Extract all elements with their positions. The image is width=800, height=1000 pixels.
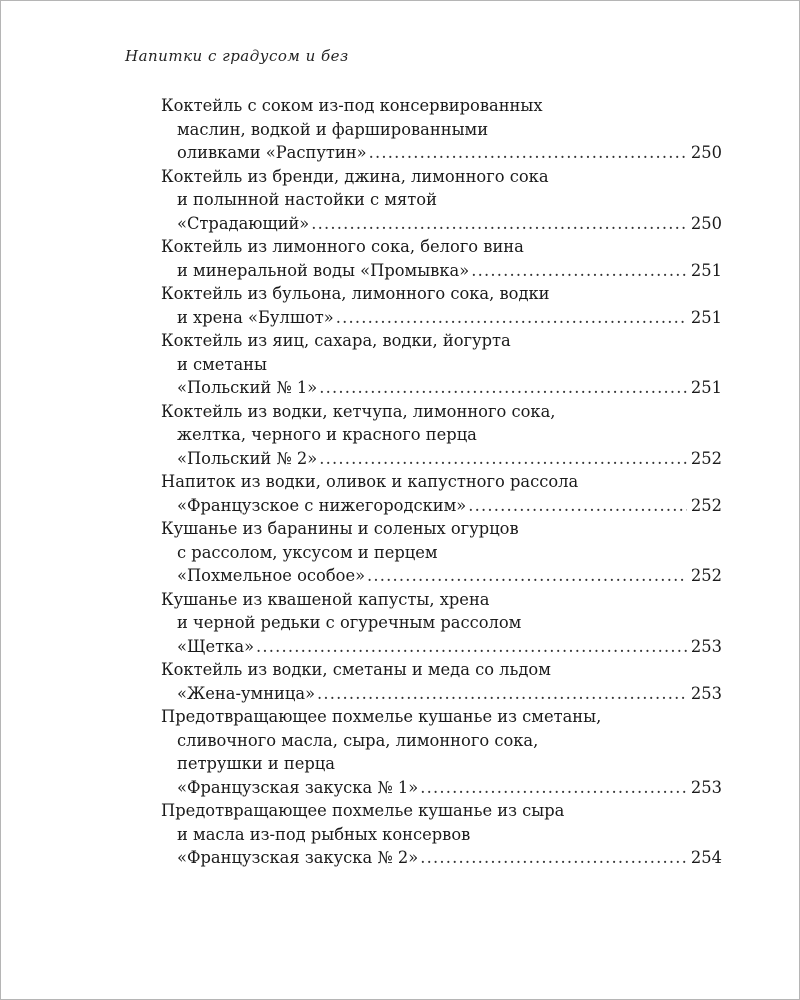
toc-entry-title-line: и полынной настойки с мятой: [177, 190, 437, 209]
toc-entry: [161, 235, 722, 282]
toc-entry-title-line: петрушки и перца: [177, 754, 335, 773]
running-head: Напитки с градусом и без: [125, 47, 349, 65]
toc-entry-title-line: «Щетка»: [177, 636, 255, 656]
dot-leader: [367, 564, 687, 588]
toc-entry-title-line: Коктейль из водки, кетчупа, лимонного сока,: [161, 401, 556, 421]
toc-entry-title-line: Коктейль из водки, сметаны и меда со льдом: [161, 660, 551, 679]
toc-entry: [161, 470, 722, 517]
dot-leader: [256, 635, 687, 659]
toc-entry: [161, 165, 722, 236]
toc-entry-title-line: «Французское с нижегородским»: [177, 495, 467, 515]
toc-entry: [161, 282, 722, 329]
toc-entry: [161, 94, 722, 165]
toc-entry-title-line: и хрена «Булшот»: [177, 307, 334, 327]
toc-page-number: 251: [690, 307, 722, 327]
dot-leader: [468, 494, 687, 518]
toc-entry-title-line: и сметаны: [177, 354, 267, 374]
toc-entry-title-line: Коктейль из бульона, лимонного сока, водки: [161, 284, 550, 303]
toc-page-number: 251: [690, 260, 722, 280]
toc-entry-title-line: сливочного масла, сыра, лимонного сока,: [177, 730, 539, 750]
toc-page-number: 253: [690, 636, 722, 656]
table-of-contents: [161, 94, 722, 870]
toc-entry: [161, 329, 722, 400]
toc-entry-title-line: «Польский № 1»: [177, 378, 318, 397]
toc-entry-title-line: Кушанье из баранины и соленых огурцов: [161, 519, 519, 538]
toc-entry-title-line: и масла из-под рыбных консервов: [177, 824, 471, 844]
dot-leader: [336, 306, 687, 330]
dot-leader: [311, 212, 687, 236]
toc-entry-title-line: с рассолом, уксусом и перцем: [177, 542, 438, 562]
toc-entry-title-line: оливками «Распутин»: [177, 143, 367, 162]
toc-entry: [161, 400, 722, 471]
toc-entry-title-line: маслин, водкой и фаршированными: [177, 119, 489, 139]
dot-leader: [319, 376, 687, 400]
toc-page-number: 253: [690, 777, 722, 797]
toc-page-number: 254: [690, 848, 722, 867]
toc-page-number: 250: [690, 213, 722, 233]
dot-leader: [317, 682, 687, 706]
toc-entry: [161, 799, 722, 870]
toc-entry-title-line: желтка, черного и красного перца: [177, 425, 477, 444]
toc-entry-title-line: и минеральной воды «Промывка»: [177, 260, 470, 280]
dot-leader: [420, 846, 687, 870]
dot-leader: [369, 141, 687, 165]
toc-entry-title-line: «Польский № 2»: [177, 448, 318, 468]
dot-leader: [471, 259, 687, 283]
toc-entry-title-line: «Французская закуска № 1»: [177, 777, 419, 797]
toc-entry-title-line: Коктейль с соком из-под консервированных: [161, 96, 543, 115]
toc-entry-title-line: «Французская закуска № 2»: [177, 848, 419, 867]
toc-page-number: 252: [690, 495, 722, 515]
toc-page-number: 250: [690, 143, 722, 162]
toc-entry-title-line: «Страдающий»: [177, 213, 310, 233]
dot-leader: [319, 447, 687, 471]
toc-entry-title-line: «Жена-умница»: [177, 683, 316, 703]
toc-entry-title-line: Предотвращающее похмелье кушанье из сметаны,: [161, 707, 602, 726]
toc-entry-title-line: «Похмельное особое»: [177, 566, 366, 585]
toc-entry: [161, 658, 722, 705]
toc-entry-title-line: Коктейль из яиц, сахара, водки, йогурта: [161, 331, 511, 350]
toc-entry-title-line: Коктейль из бренди, джина, лимонного сока: [161, 166, 549, 186]
toc-page-number: 252: [690, 566, 722, 585]
toc-entry-title-line: Кушанье из квашеной капусты, хрена: [161, 589, 490, 609]
dot-leader: [420, 776, 687, 800]
toc-entry-title-line: Предотвращающее похмелье кушанье из сыра: [161, 801, 565, 820]
toc-entry-title-line: Напиток из водки, оливок и капустного рассола: [161, 472, 579, 491]
toc-entry-title-line: Коктейль из лимонного сока, белого вина: [161, 237, 524, 256]
toc-entry: [161, 588, 722, 659]
toc-page-number: 251: [690, 378, 722, 397]
toc-entry: [161, 517, 722, 588]
toc-entry-title-line: и черной редьки с огуречным рассолом: [177, 613, 522, 632]
toc-page-number: 253: [690, 683, 722, 703]
toc-page-number: 252: [690, 448, 722, 468]
toc-entry: [161, 705, 722, 799]
